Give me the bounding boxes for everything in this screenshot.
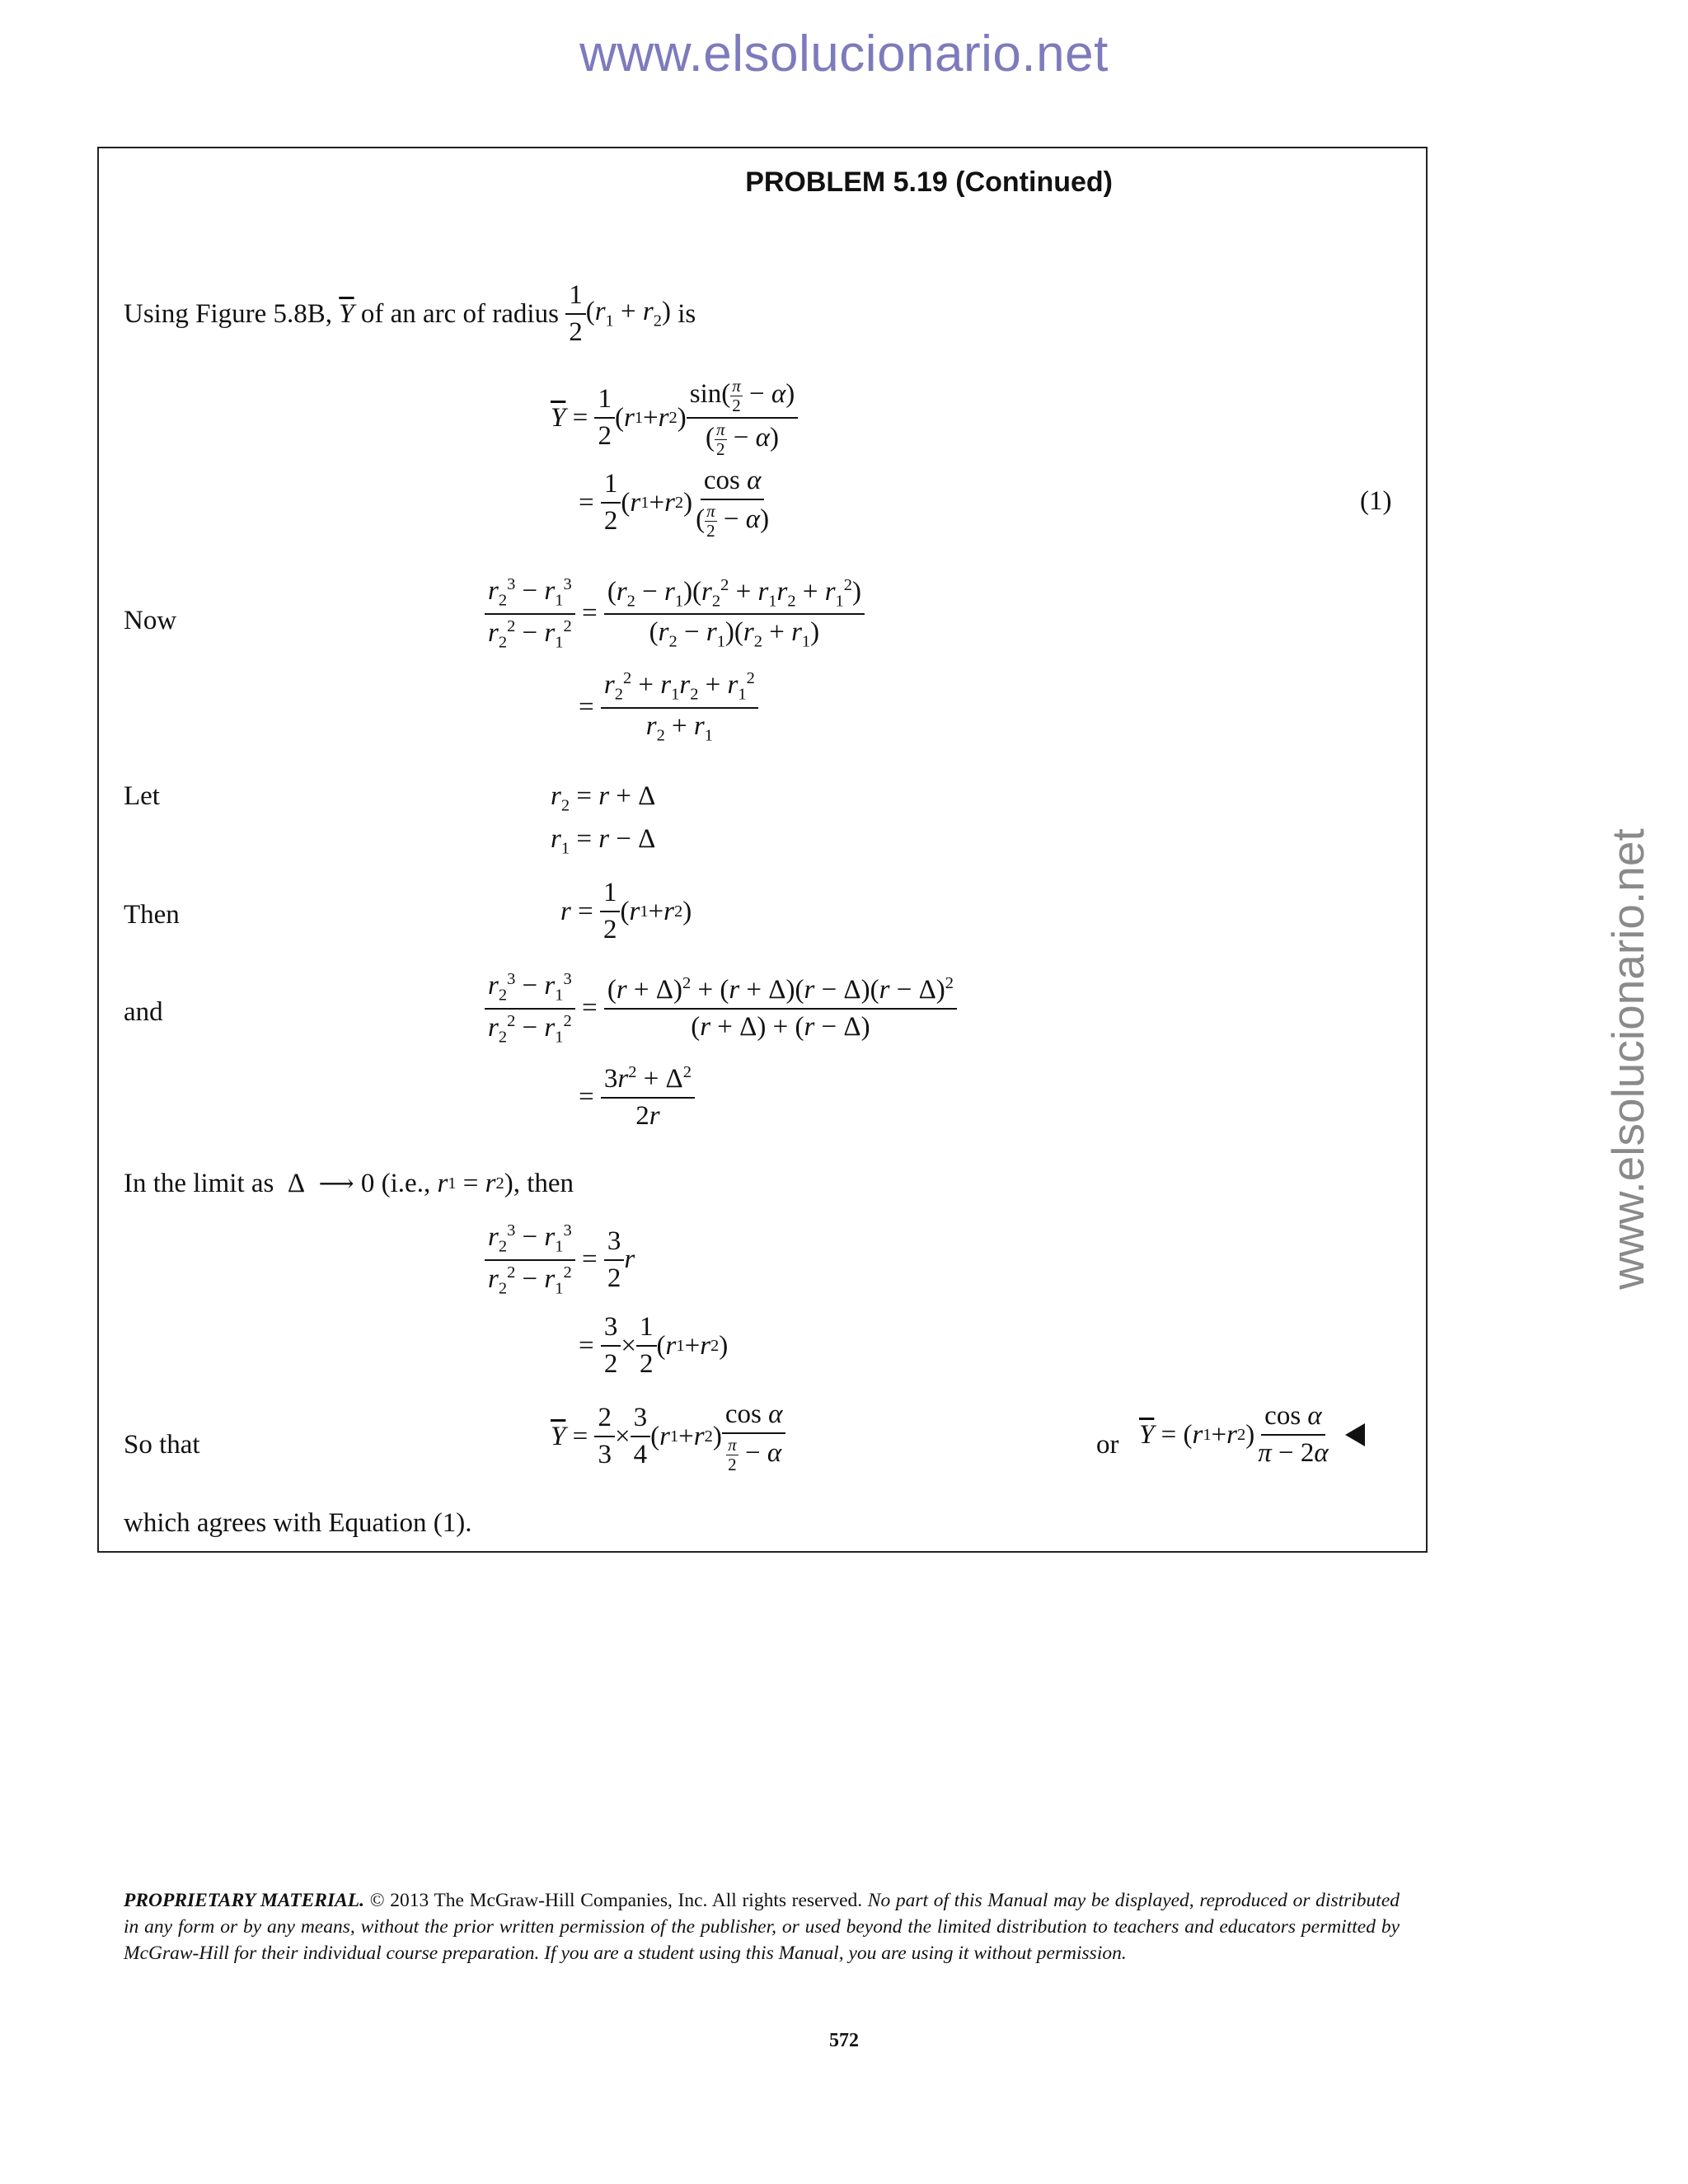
intro-text-c: is [678, 298, 696, 329]
limit-text-a: In the limit as [124, 1169, 274, 1198]
equation-r-mean: r = $\frac{1}{2}$ ( r 1 + r 2 ) [560, 878, 692, 944]
answer-marker-icon [1345, 1423, 1365, 1446]
equation-limit-product: = $\frac{3}{2}$ × $\frac{1}{2}$ ( r 1 + r 2 ) [579, 1312, 729, 1379]
intro-text-b: of an arc of radius [360, 298, 559, 329]
watermark-top: www.elsolucionario.net [579, 26, 1109, 82]
equation-ybar-final: $\overline{Y}$ = $\frac{2}{3}$ × $\frac{3}{4}$ ( r 1 + r 2 ) cos α $\frac{\pi}{2}$ − α [551, 1399, 785, 1474]
equation-ybar-sin: $\overline{Y}$ = $\frac{1}{2}$ ( r 1 + r 2 ) sin( $\frac{\pi}{2}$ − α) ( $\frac{\pi}{2}$ − α) [551, 377, 798, 458]
limit-text-b: 0 (i.e., [360, 1169, 431, 1198]
equation-ratio-simplified: = $\frac{r_2^2 + r_1r_2 + r_1^2}{r_2 + r_1}$ [579, 669, 758, 745]
label-let: Let [124, 781, 160, 811]
intro-line [124, 280, 696, 348]
label-so-that: So that [124, 1430, 200, 1460]
page-number: 572 [829, 2030, 859, 2051]
equation-delta-expand: $\frac{r_2^3 - r_1^3}{r_2^2 - r_1^2}$ = $\frac{(r + \Delta)^2 + (r + \Delta)(r - \Delta)(r - \Delta)^2}{(r + \Delta) + (r - \Delta)}$ [485, 970, 957, 1047]
intro-text-a: Using Figure 5.8B, [124, 298, 333, 329]
label-now: Now [124, 606, 177, 635]
footer-bold: PROPRIETARY MATERIAL. [124, 1890, 365, 1911]
equation-r1-def: $r_1 = r - \Delta$ [551, 824, 656, 858]
copyright-footer [124, 1887, 1400, 1966]
problem-title: PROBLEM 5.19 (Continued) [745, 166, 1113, 198]
label-and: and [124, 997, 163, 1027]
watermark-side: www.elsolucionario.net [1602, 828, 1653, 1290]
solution-box [97, 147, 1428, 1553]
limit-line: In the limit as Δ ⟶ 0 (i.e., r 1 = r 2 ), then [124, 1169, 574, 1198]
radius-sum: $(r_1 + r_2)$ [585, 297, 671, 330]
equation-ratio-expand: $\frac{r_2^3 - r_1^3}{r_2^2 - r_1^2}$ = $\frac{(r_2 - r_1)(r_2^2 + r_1r_2 + r_1^2)}{(r_2 - r_1)(r_2 + r_1)}$ [485, 575, 865, 652]
equation-r2-def: $r_2 = r + \Delta$ [551, 781, 656, 815]
equation-limit-ratio: $\frac{r_2^3 - r_1^3}{r_2^2 - r_1^2}$ = $\frac{3}{2}$ r [485, 1221, 635, 1298]
equation-delta-simplified: = $\frac{3r^2 + \Delta^2}{2r}$ [579, 1063, 695, 1132]
closing-text: which agrees with Equation (1). [124, 1508, 472, 1538]
equation-ybar-cos: = $\frac{1}{2}$ ( r 1 + r 2 ) cos α ( $\frac{\pi}{2}$ − α) [579, 466, 770, 541]
limit-text-c: ), then [504, 1169, 574, 1198]
footer-normal: © 2013 The McGraw-Hill Companies, Inc. All rights reserved. [369, 1890, 863, 1911]
equation-answer: $\overline{Y}$ = ( r 1 + r 2 ) $\frac{\text{cos α}}{\pi - 2\alpha}$ [1139, 1401, 1365, 1469]
right-arrow-icon: ⟶ [318, 1170, 354, 1197]
label-then: Then [124, 900, 180, 930]
ybar-symbol: $\overline{Y}$ [339, 298, 354, 329]
footer-italic: No part of this Manual may be displayed, reproduced or distributed in any form or by any means, without the prior written permission of the publisher, or used beyond the limited distribution to teachers and educators permitted by McGraw-Hill for their individual course preparation. If you are a student using this Manual, you are using it without permission. [124, 1890, 1400, 1964]
equation-number: (1) [1360, 486, 1392, 516]
label-or: or [1096, 1430, 1119, 1460]
fraction-half: $\frac{1}{2}$ [565, 280, 586, 348]
